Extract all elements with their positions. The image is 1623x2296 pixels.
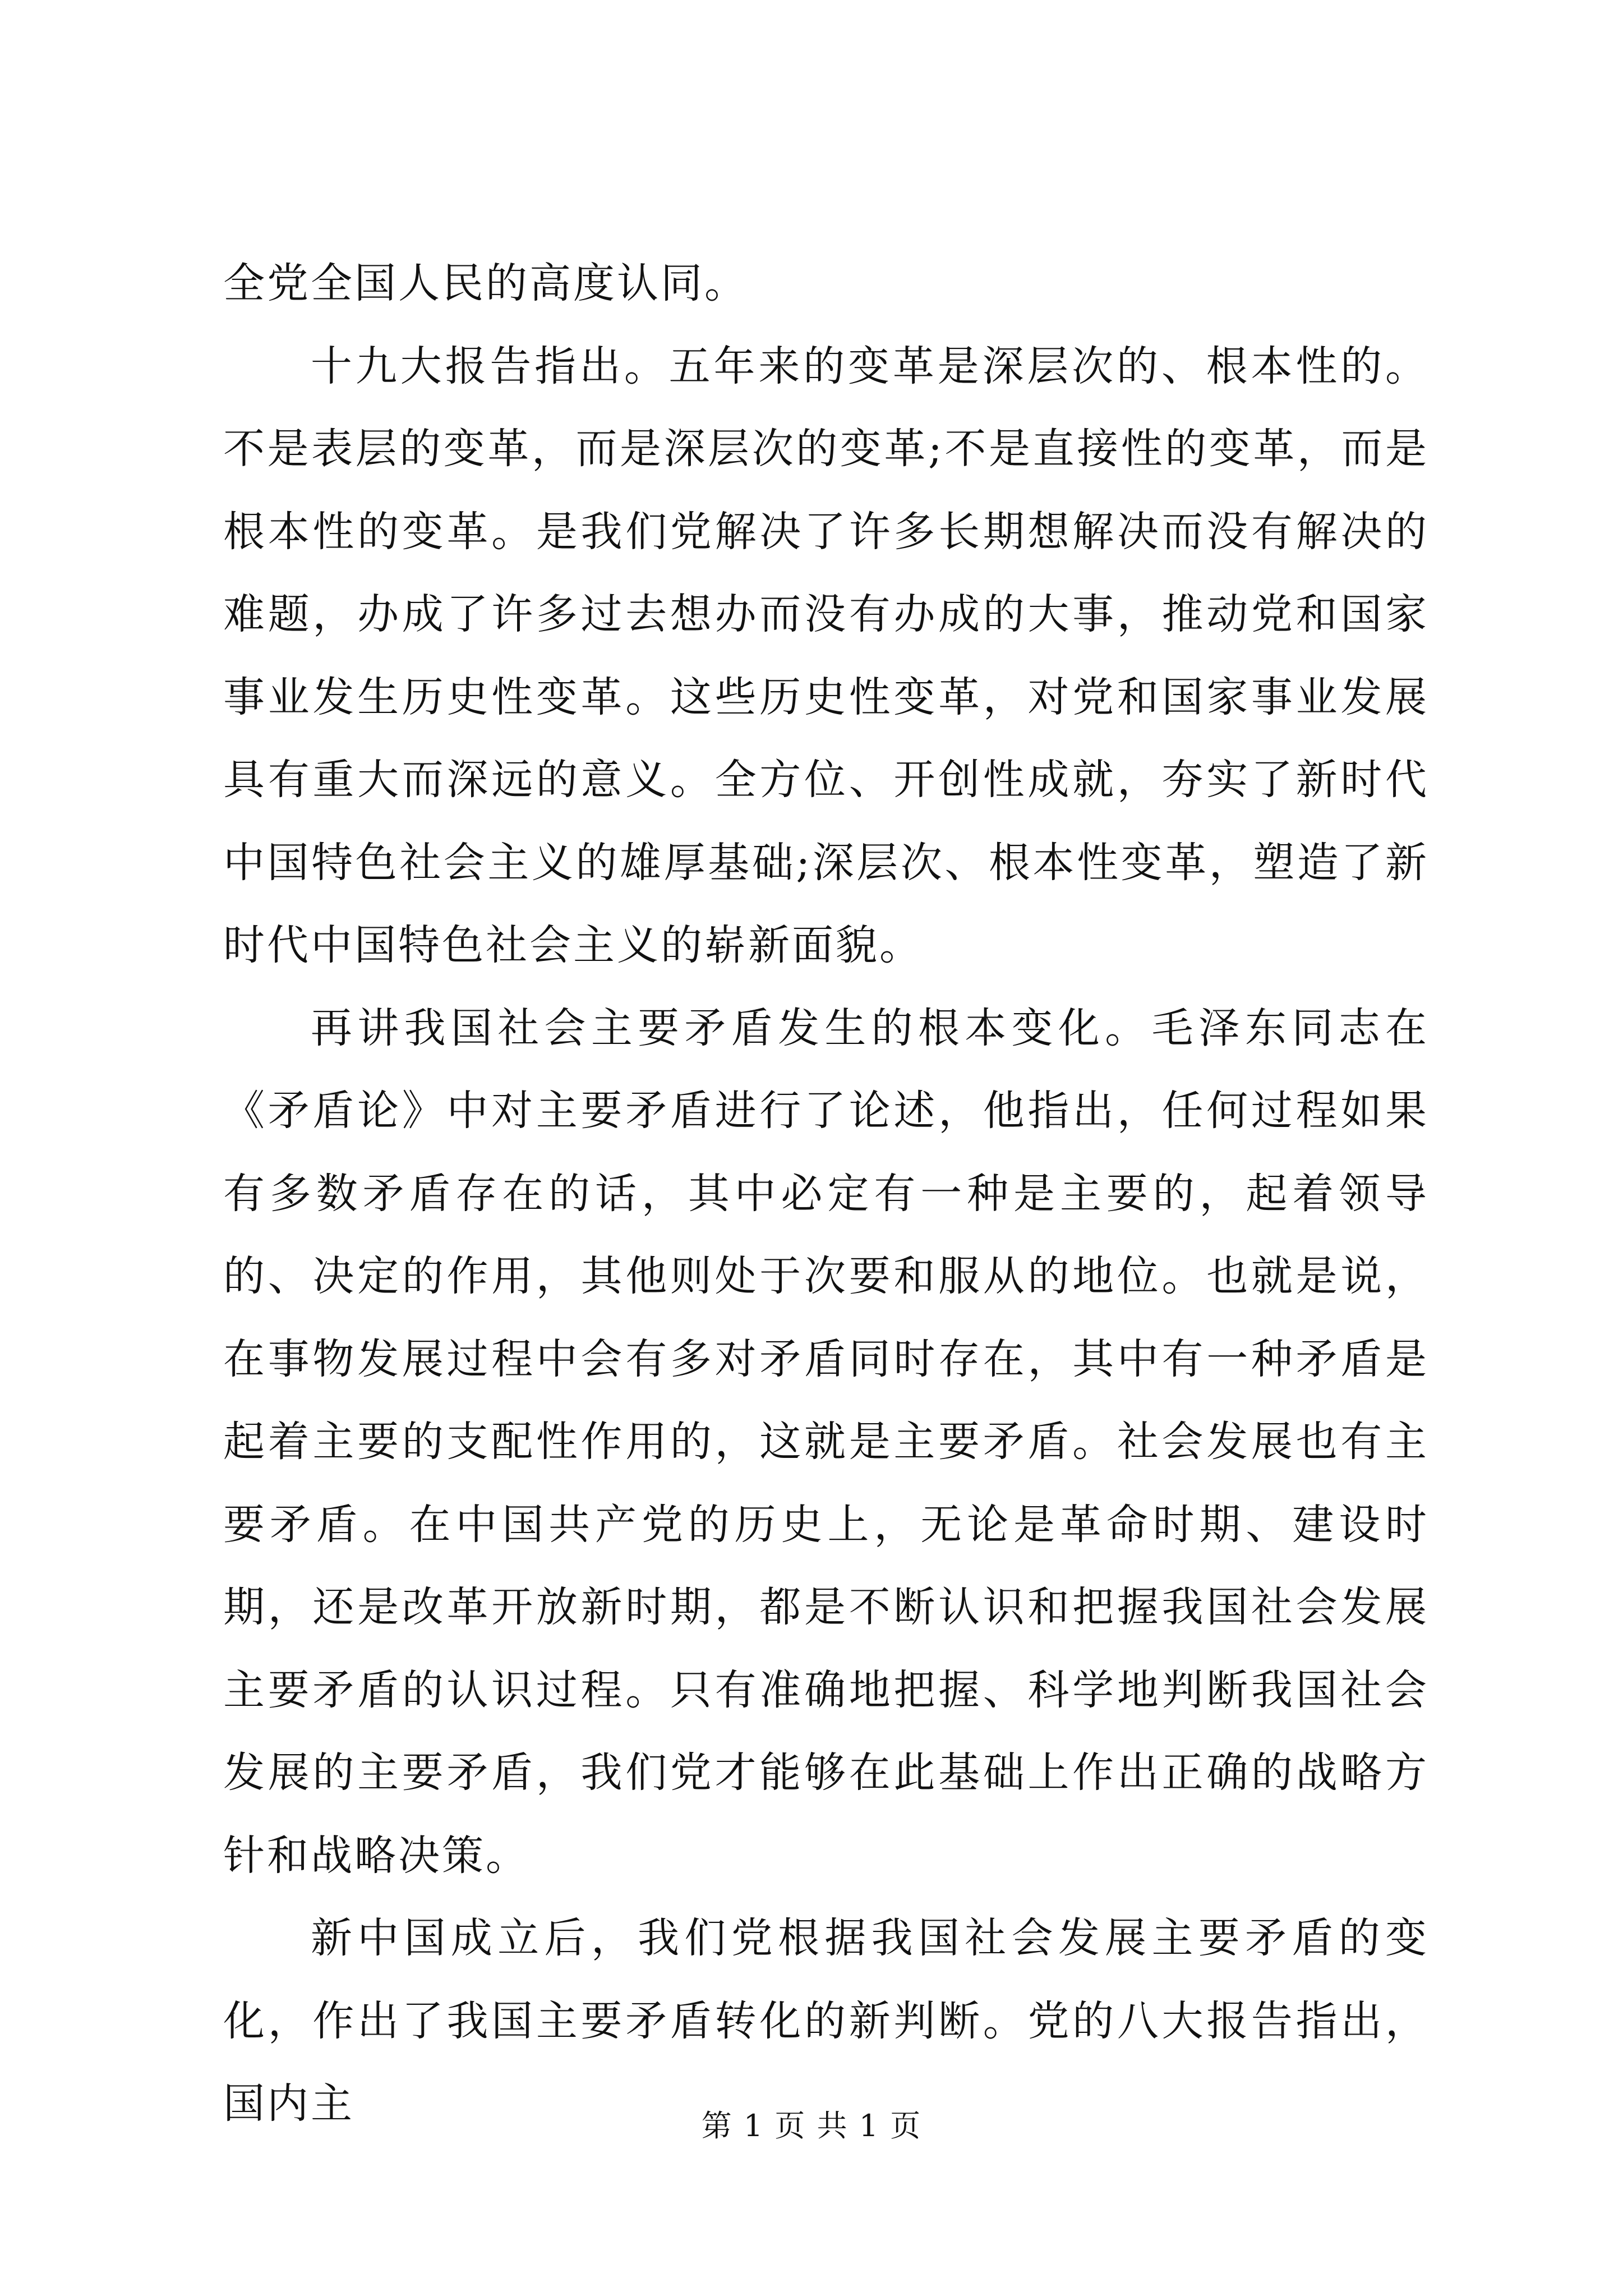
paragraph-1: 全党全国人民的高度认同。 <box>223 259 748 307</box>
page-footer: 第 1 页 共 1 页 <box>701 2108 922 2143</box>
paragraph-3: 再讲我国社会主要矛盾发生的根本变化。毛泽东同志在《矛盾论》中对主要矛盾进行了论述，他指出，任何过程如果有多数矛盾存在的话，其中必定有一种是主要的，起着领导的、决定的作用，其他则处于次要和服从的地位。也就是说，在事物发展过程中会有多对矛盾同时存在，其中有一种矛盾是起着主要的支配性作用的，这就是主要矛盾。社会发展也有主要矛盾。在中国共产党的历史上，无论是革命时期、建设时期，还是改革开放新时期，都是不断认识和把握我国社会发展主要矛盾的认识过程。只有准确地把握、科学地判断我国社会发展的主要矛盾，我们党才能够在此基础上作出正确的战略方针和战略决策。 <box>223 1004 1429 1880</box>
body-text <box>223 242 1429 2146</box>
paragraph-2: 十九大报告指出。五年来的变革是深层次的、根本性的。不是表层的变革，而是深层次的变革;不是直接性的变革，而是根本性的变革。是我们党解决了许多长期想解决而没有解决的难题，办成了许多过去想办而没有办成的大事，推动党和国家事业发生历史性变革。这些历史性变革，对党和国家事业发展具有重大而深远的意义。全方位、开创性成就，夯实了新时代中国特色社会主义的雄厚基础;深层次、根本性变革，塑造了新时代中国特色社会主义的崭新面貌。 <box>223 342 1429 969</box>
paragraph-4: 新中国成立后，我们党根据我国社会发展主要矛盾的变化，作出了我国主要矛盾转化的新判断。党的八大报告指出，国内主 <box>223 1914 1429 2128</box>
